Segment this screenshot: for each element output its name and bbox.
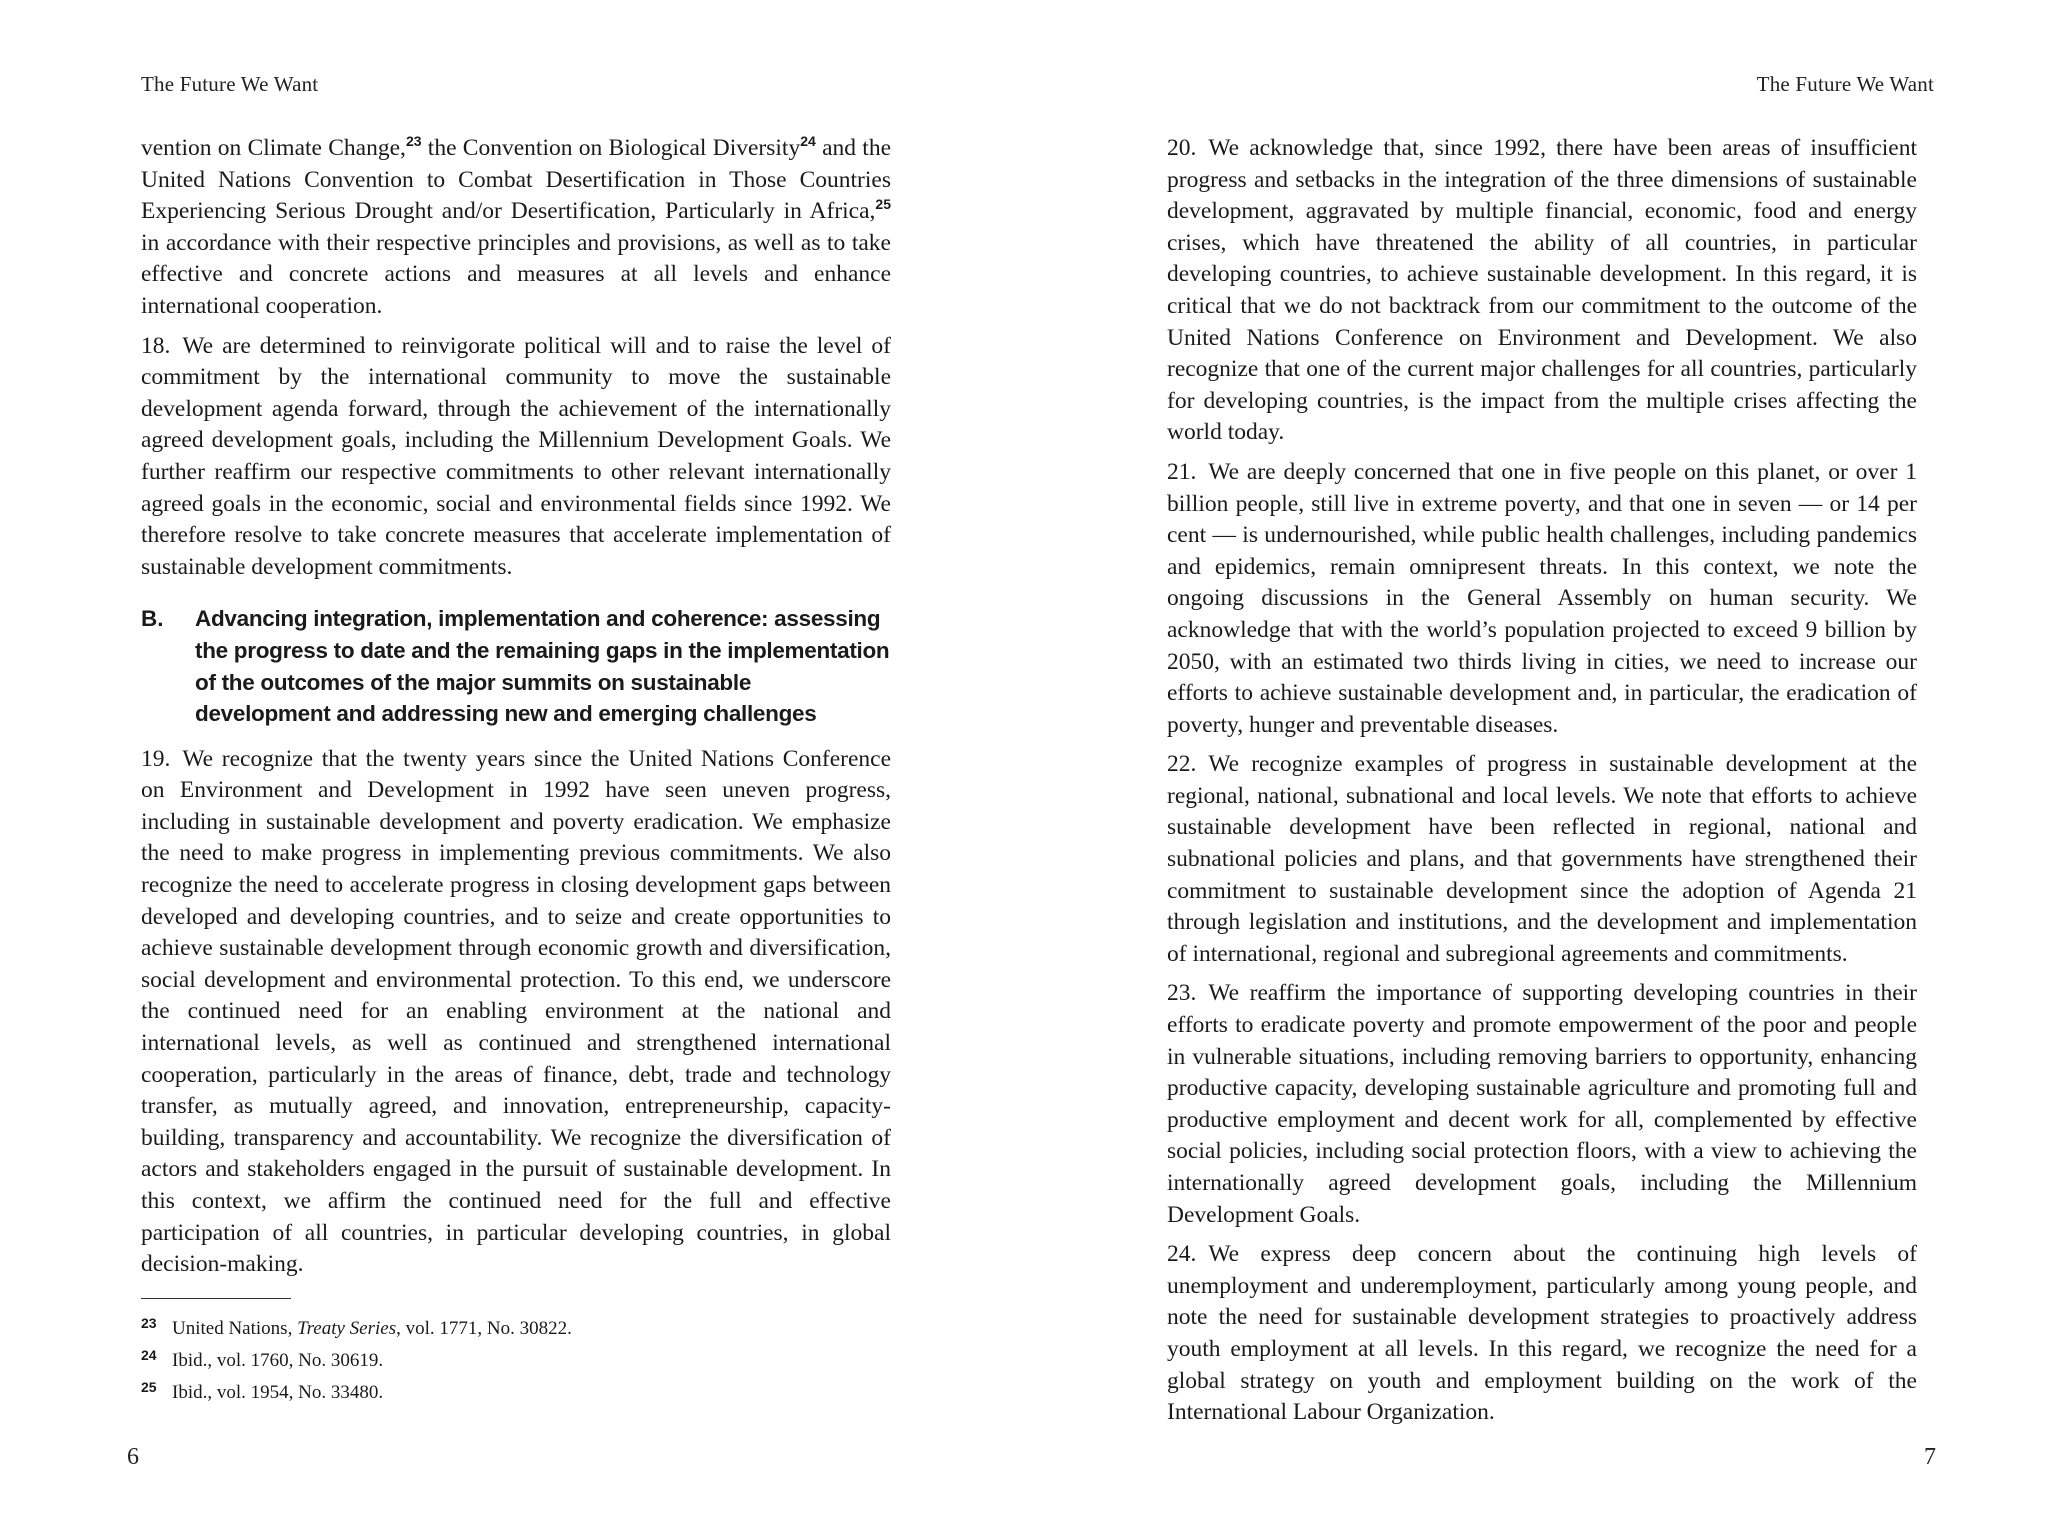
footnote-number: 24 — [141, 1347, 157, 1363]
continuation-paragraph — [141, 133, 891, 323]
footnote-ref-25[interactable]: 25 — [875, 196, 891, 213]
continuation-text-1: vention on Climate Change, — [141, 135, 406, 161]
footnotes — [141, 1298, 901, 1409]
footnote-23 — [141, 1313, 901, 1345]
footnote-text: Ibid., vol. 1760, No. 30619. — [172, 1350, 384, 1371]
footnote-number: 23 — [141, 1315, 157, 1331]
paragraph-text: We recognize that the twenty years since the United Nations Conference on Environment and Development in 1992 have seen uneven progress, including in sustainable development and poverty eradication. We emphasize the need to make progress in implementing previous commitments. We also recognize the need to accelerate progress in closing development gaps between developed and developing countries, and to seize and create opportunities to achieve sustainable development through economic growth and diversification, social development and environmental protection. To this end, we underscore the continued need for an enabling environment at the national and international levels, as well as continued and strengthened international cooperation, particularly in the areas of finance, debt, trade and technology transfer, as mutually agreed, and innovation, entrepreneurship, capacity-building, transparency and accountability. We recognize the diversification of actors and stakeholders engaged in the pursuit of sustainable development. In this context, we affirm the continued need for the full and effective participation of all countries, in particular developing countries, in global decision-making. — [141, 745, 891, 1278]
footnote-ref-24[interactable]: 24 — [800, 133, 816, 149]
left-text-block — [141, 133, 891, 1289]
section-letter: B. — [141, 606, 164, 632]
continuation-text-3: and the United Nations Convention to Combat Desertification in Those Countries Experiencing Serious Drought and/or Desertification, Particularly in Africa, — [141, 135, 892, 225]
paragraph-18 — [141, 331, 891, 584]
paragraph-20 — [1167, 133, 1917, 449]
paragraph-text: We are deeply concerned that one in five people on this planet, or over 1 billion people, still live in extreme poverty, and that one in seven — or 14 per cent — is undernourished, while public health challenges, including pandemics and epidemics, remain omnipresent threats. In this context, we note the ongoing discussions in the General Assembly on human security. We acknowledge that with the world’s population projected to exceed 9 billion by 2050, with an estimated two thirds living in cities, we need to increase our efforts to achieve sustainable development and, in particular, the eradication of poverty, hunger and preventable diseases. — [1167, 458, 1917, 738]
paragraph-22 — [1167, 749, 1917, 970]
running-head-right: The Future We Want — [1756, 72, 1934, 96]
page-number-left: 6 — [127, 1444, 139, 1470]
footnote-ref-23[interactable]: 23 — [405, 133, 422, 149]
footnote-text: Ibid., vol. 1954, No. 33480. — [172, 1382, 384, 1403]
section-title: Advancing integration, implementation and coherence: assessing the progress to date and the remaining gaps in the implementation of the outcomes of the major summits on sustainable development and addressing new and emerging challenges — [195, 606, 890, 727]
paragraph-number: 22. — [1167, 751, 1197, 778]
paragraph-text: We reaffirm the importance of supporting developing countries in their efforts to eradicate poverty and promote empowerment of the poor and people in vulnerable situations, including removing barriers to opportunity, enhancing productive capacity, developing sustainable agriculture and promoting full and productive employment and decent work for all, complemented by effective social policies, including social protection floors, with a view to achieving the internationally agreed development goals, including the Millennium Development Goals. — [1167, 980, 1917, 1228]
continuation-text-4: in accordance with their respective principles and provisions, as well as to take effective and concrete actions and measures at all levels and enhance international cooperation. — [141, 229, 891, 319]
right-page — [1024, 0, 2048, 1536]
paragraph-number: 24. — [1167, 1241, 1197, 1268]
paragraph-text: We acknowledge that, since 1992, there have been areas of insufficient progress and setbacks in the integration of the three dimensions of sustainable development, aggravated by multiple financial, economic, food and energy crises, which have threatened the ability of all countries, in particular developing countries, to achieve sustainable development. In this regard, it is critical that we do not backtrack from our commitment to the outcome of the United Nations Conference on Environment and Development. We also recognize that one of the current major challenges for all countries, particularly for developing countries, is the impact from the multiple crises affecting the world today. — [1167, 135, 1917, 446]
paragraph-number: 20. — [1167, 135, 1197, 161]
paragraph-24 — [1167, 1239, 1917, 1429]
paragraph-number: 21. — [1167, 458, 1197, 485]
footnote-divider — [141, 1298, 291, 1299]
paragraph-21 — [1167, 457, 1917, 741]
footnote-number: 25 — [141, 1379, 157, 1395]
footnote-24 — [141, 1345, 901, 1377]
paragraph-19 — [141, 744, 891, 1281]
footnote-25 — [141, 1377, 901, 1409]
right-text-block — [1167, 133, 1917, 1437]
paragraph-23 — [1167, 978, 1917, 1231]
page-number-right: 7 — [1924, 1444, 1936, 1470]
paragraph-number: 18. — [141, 332, 171, 359]
footnote-text: United Nations, Treaty Series, vol. 1771, No. 30822. — [172, 1318, 572, 1339]
continuation-text-2: the Convention on Biological Diversity — [421, 135, 801, 161]
paragraph-number: 23. — [1167, 980, 1197, 1007]
paragraph-text: We express deep concern about the continuing high levels of unemployment and underemployment, particularly among young people, and note the need for sustainable development strategies to proactively address youth employment at all levels. In this regard, we recognize the need for a global strategy on youth and employment building on the work of the International Labour Organization. — [1167, 1241, 1917, 1426]
paragraph-number: 19. — [141, 745, 171, 772]
paragraph-text: We are determined to reinvigorate political will and to raise the level of commitment by the international community to move the sustainable development agenda forward, through the achievement of the internationally agreed development goals, including the Millennium Development Goals. We further reaffirm our respective commitments to other relevant internationally agreed goals in the economic, social and environmental fields since 1992. We therefore resolve to take concrete measures that accelerate implementation of sustainable development commitments. — [141, 332, 891, 580]
running-head-left: The Future We Want — [141, 72, 319, 96]
section-heading-b — [141, 603, 891, 729]
paragraph-text: We recognize examples of progress in sustainable development at the regional, national, subnational and local levels. We note that efforts to achieve sustainable development have been reflected in regional, national and subnational policies and plans, and that governments have strengthened their commitment to sustainable development since the adoption of Agenda 21 through legislation and institutions, and the development and implementation of international, regional and subregional agreements and commitments. — [1167, 751, 1917, 967]
